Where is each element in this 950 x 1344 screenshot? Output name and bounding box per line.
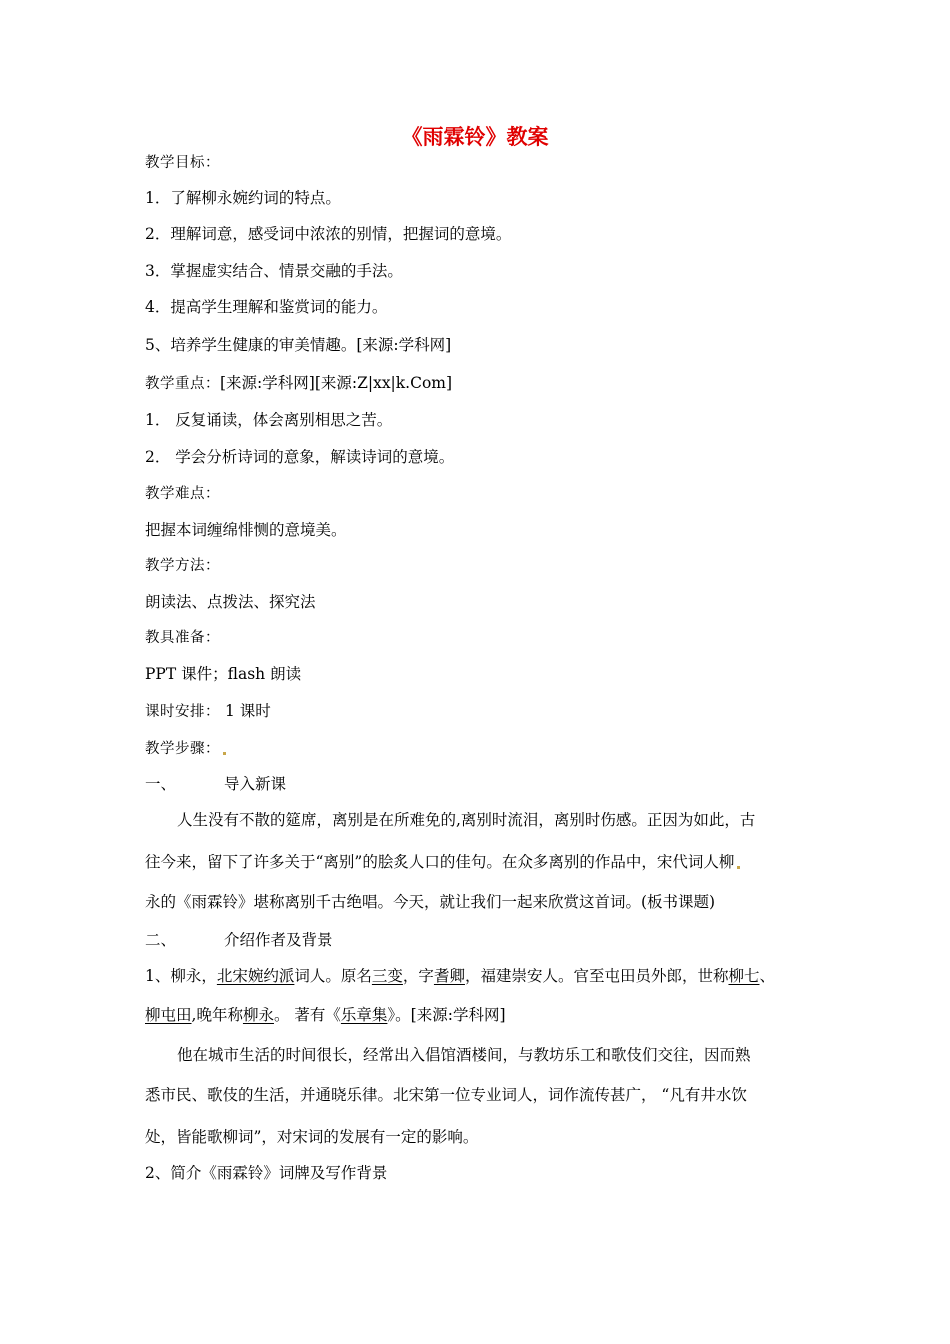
key-heading-source: [来源:学科网][来源:Z|xx|k.Com] xyxy=(220,374,453,392)
goal-item: 1．了解柳永婉约词的特点。 xyxy=(145,189,341,207)
goals-heading: 教学目标： xyxy=(145,155,220,171)
author-line-2: 柳屯田,晚年称柳永。 著有《乐章集》。[来源:学科网] xyxy=(145,1006,506,1024)
intro-line: 往今来，留下了许多关于“离别”的脍炙人口的佳句。在众多离别的作品中，宋代词人柳 xyxy=(145,851,740,873)
link-style-term: 柳永 xyxy=(242,1006,274,1024)
goal-item: 2．理解词意，感受词中浓浓的别情，把握词的意境。 xyxy=(145,225,512,243)
life-line: 他在城市生活的时间很长，经常出入倡馆酒楼间，与教坊乐工和歌伎们交往，因而熟 xyxy=(177,1046,751,1064)
link-style-term: 三变 xyxy=(371,967,403,985)
life-line: 处，皆能歌柳词”，对宋词的发展有一定的影响。 xyxy=(145,1128,479,1146)
difficulty-heading: 教学难点： xyxy=(145,486,220,502)
key-heading: 教学重点： xyxy=(145,376,220,392)
link-style-term: 乐章集 xyxy=(340,1006,388,1024)
link-style-term: 耆卿 xyxy=(433,967,465,985)
section-number: 二、 xyxy=(145,931,177,949)
life-line: 悉市民、歌伎的生活，并通晓乐律。北宋第一位专业词人，词作流传甚广， “凡有井水饮 xyxy=(145,1086,747,1104)
link-style-term: 柳七 xyxy=(728,967,760,985)
steps-line xyxy=(145,737,226,760)
link-style-term: 柳屯田 xyxy=(145,1006,192,1024)
section-number: 一、 xyxy=(145,775,177,793)
hours-line xyxy=(145,700,271,723)
section-two-heading xyxy=(145,929,333,951)
section-title: 导入新课 xyxy=(224,775,287,793)
mark-dot xyxy=(737,866,740,869)
hours-heading: 课时安排： xyxy=(145,704,220,720)
document-title: 《雨霖铃》教案 xyxy=(401,124,549,149)
method-heading: 教学方法： xyxy=(145,558,220,574)
section-one-heading xyxy=(145,773,286,795)
steps-heading: 教学步骤： xyxy=(145,741,220,757)
hours-text: 1 课时 xyxy=(224,702,271,720)
intro-line: 人生没有不散的筵席，离别是在所难免的,离别时流泪，离别时伤感。正因为如此，古 xyxy=(177,811,756,829)
key-point: 1． 反复诵读，体会离别相思之苦。 xyxy=(145,411,393,429)
method-text: 朗读法、点拨法、探究法 xyxy=(145,593,316,611)
link-style-term: 北宋婉约派 xyxy=(216,967,295,985)
author-line-1: 1、柳永，北宋婉约派词人。原名三变，字耆卿，福建崇安人。官至屯田员外郎，世称柳七、 xyxy=(145,967,775,985)
goal-item: 3．掌握虚实结合、情景交融的手法。 xyxy=(145,262,403,280)
tools-heading: 教具准备： xyxy=(145,630,220,646)
intro-line: 永的《雨霖铃》堪称离别千古绝唱。今天，就让我们一起来欣赏这首词。(板书课题) xyxy=(145,893,716,911)
tools-text: PPT 课件；flash 朗读 xyxy=(145,665,302,683)
mark-dot xyxy=(223,752,226,755)
difficulty-text: 把握本词缠绵悱恻的意境美。 xyxy=(145,521,347,539)
section-title: 介绍作者及背景 xyxy=(224,931,333,949)
key-heading-line xyxy=(145,372,452,395)
section-two-item-2: 2、简介《雨霖铃》词牌及写作背景 xyxy=(145,1164,388,1182)
key-point: 2． 学会分析诗词的意象，解读诗词的意境。 xyxy=(145,448,455,466)
goal-item: 4．提高学生理解和鉴赏词的能力。 xyxy=(145,298,388,316)
goal-item: 5、培养学生健康的审美情趣。[来源:学科网] xyxy=(145,336,452,354)
